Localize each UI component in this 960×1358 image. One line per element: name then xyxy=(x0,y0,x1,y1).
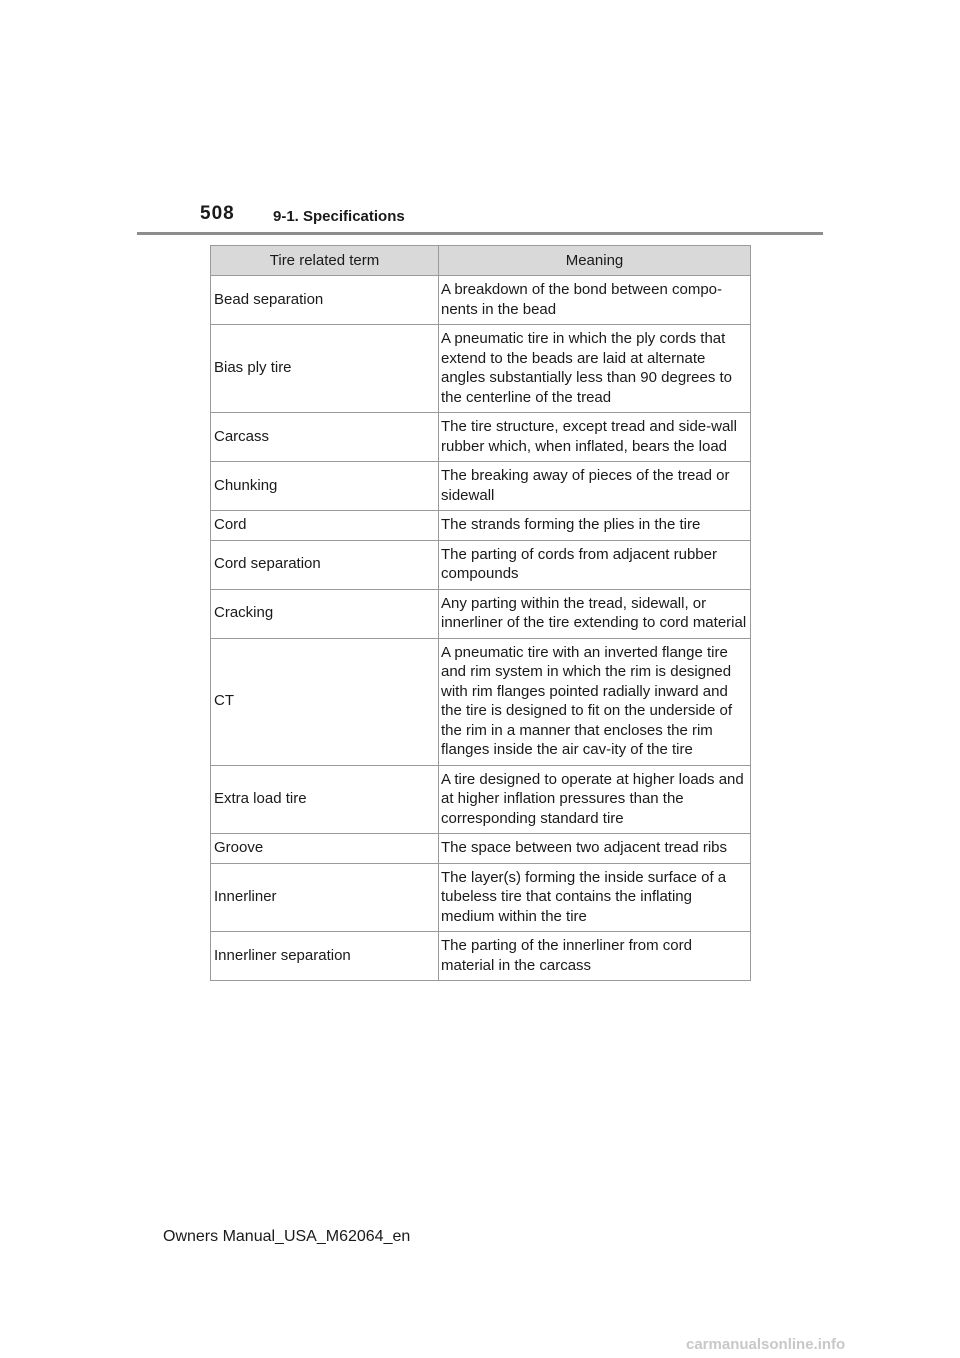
term-cell: Groove xyxy=(211,834,439,864)
watermark: carmanualsonline.info xyxy=(686,1336,846,1353)
table-row xyxy=(211,413,751,462)
header-rule xyxy=(137,232,823,235)
term-cell: Innerliner separation xyxy=(211,932,439,981)
meaning-cell: The tire structure, except tread and side-wall rubber which, when inflated, bears the load xyxy=(439,413,751,462)
term-cell: Chunking xyxy=(211,462,439,511)
table-row xyxy=(211,765,751,834)
meaning-cell: The strands forming the plies in the tire xyxy=(439,511,751,541)
column-header-meaning: Meaning xyxy=(439,246,751,276)
table-row xyxy=(211,276,751,325)
meaning-cell: The space between two adjacent tread ribs xyxy=(439,834,751,864)
table-row xyxy=(211,589,751,638)
table-row xyxy=(211,511,751,541)
term-cell: Bias ply tire xyxy=(211,325,439,413)
table-row xyxy=(211,638,751,765)
term-cell: Innerliner xyxy=(211,863,439,932)
term-cell: CT xyxy=(211,638,439,765)
table-row xyxy=(211,540,751,589)
meaning-cell: The parting of cords from adjacent rubber compounds xyxy=(439,540,751,589)
term-cell: Carcass xyxy=(211,413,439,462)
term-cell: Extra load tire xyxy=(211,765,439,834)
page-number: 508 xyxy=(200,203,235,224)
footer-text: Owners Manual_USA_M62064_en xyxy=(163,1228,411,1245)
table-row xyxy=(211,462,751,511)
meaning-cell: The parting of the innerliner from cord material in the carcass xyxy=(439,932,751,981)
meaning-cell: The layer(s) forming the inside surface of a tubeless tire that contains the inflating medium within the tire xyxy=(439,863,751,932)
meaning-cell: A pneumatic tire in which the ply cords that extend to the beads are laid at alternate angles substantially less than 90 degrees to the centerline of the tread xyxy=(439,325,751,413)
meaning-cell: A breakdown of the bond between compo-nents in the bead xyxy=(439,276,751,325)
meaning-cell: The breaking away of pieces of the tread or sidewall xyxy=(439,462,751,511)
table-row xyxy=(211,834,751,864)
section-title: 9-1. Specifications xyxy=(273,208,405,225)
term-cell: Cracking xyxy=(211,589,439,638)
column-header-term: Tire related term xyxy=(211,246,439,276)
meaning-cell: A tire designed to operate at higher loads and at higher inflation pressures than the corresponding standard tire xyxy=(439,765,751,834)
tire-terms-table xyxy=(210,245,751,981)
table-row xyxy=(211,325,751,413)
term-cell: Bead separation xyxy=(211,276,439,325)
table-row xyxy=(211,863,751,932)
meaning-cell: A pneumatic tire with an inverted flange tire and rim system in which the rim is designed with rim flanges pointed radially inward and the tire is designed to fit on the underside of the rim in a manner that encloses the rim flanges inside the air cav-ity of the tire xyxy=(439,638,751,765)
table-row xyxy=(211,932,751,981)
meaning-cell: Any parting within the tread, sidewall, or innerliner of the tire extending to cord material xyxy=(439,589,751,638)
term-cell: Cord xyxy=(211,511,439,541)
table-header-row xyxy=(211,246,751,276)
term-cell: Cord separation xyxy=(211,540,439,589)
